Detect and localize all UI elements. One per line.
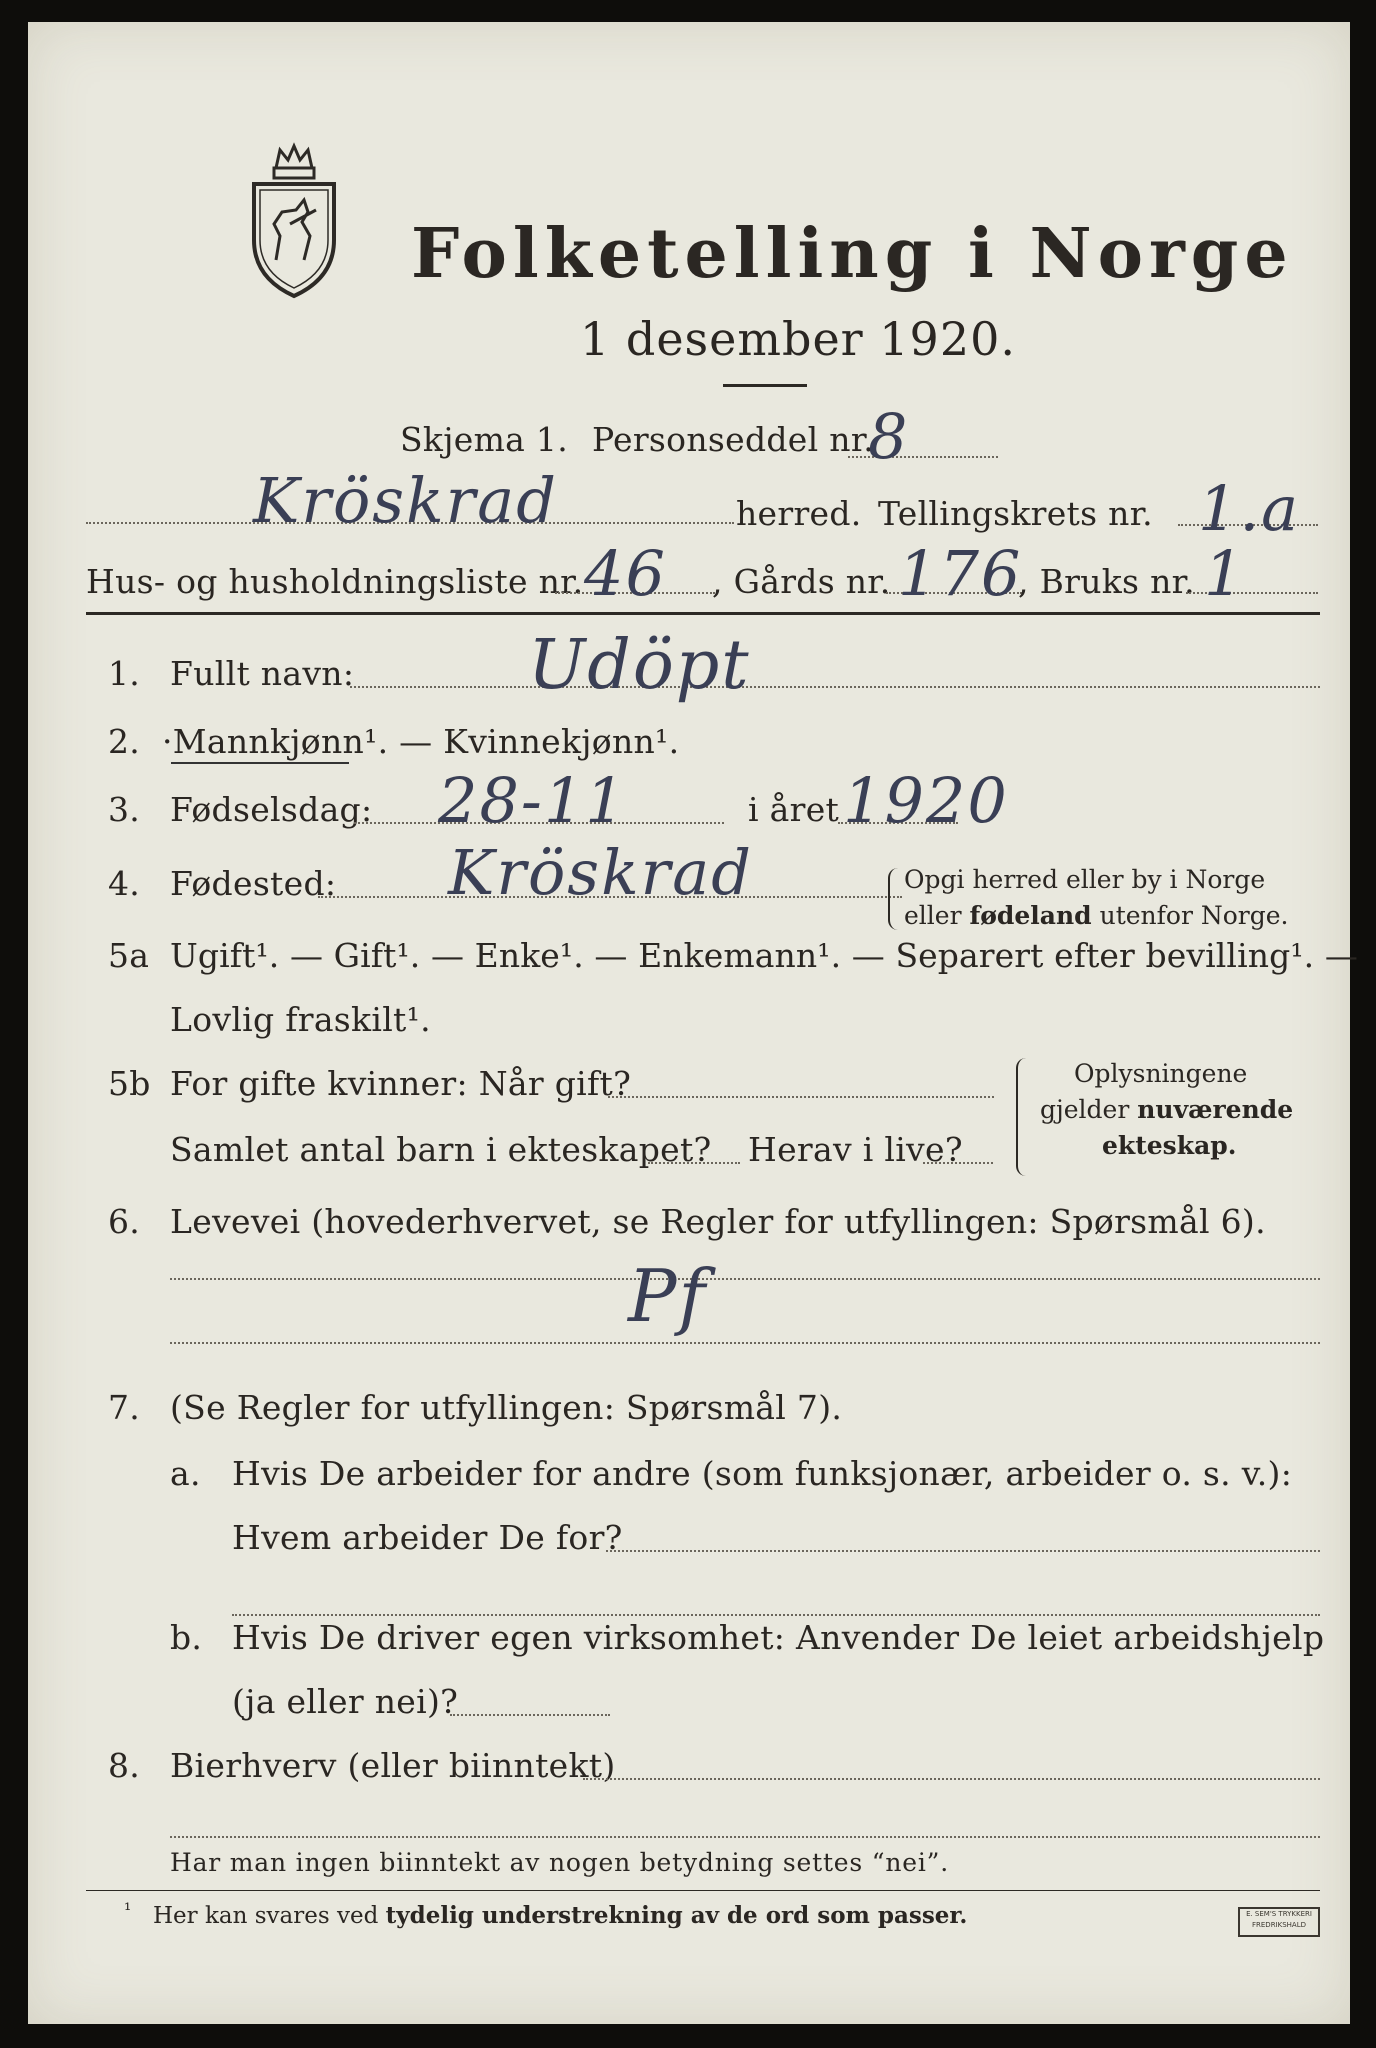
herred-value: Kröskrad	[253, 464, 558, 537]
q5a-number: 5a	[108, 936, 150, 975]
printer-stamp: E. SEM'S TRYKKERI FREDRIKSHALD	[1238, 1907, 1320, 1937]
q5b-line2a: Samlet antal barn i ekteskapet?	[170, 1130, 712, 1169]
q4-label: Fødested:	[170, 864, 337, 903]
q4-value: Kröskrad	[448, 836, 753, 909]
q5b-children-line	[648, 1162, 740, 1164]
q1-label: Fullt navn:	[170, 654, 355, 693]
q6-line1	[170, 1278, 1320, 1280]
q6-value: Pf	[628, 1254, 708, 1338]
q5b-line2b: Herav i live?	[748, 1130, 963, 1169]
q7a-extra-line	[232, 1614, 1320, 1616]
q3-year-value: 1920	[843, 764, 1009, 837]
title-divider	[723, 384, 807, 387]
q4-number: 4.	[108, 864, 141, 903]
q5b-alive-line	[923, 1162, 993, 1164]
q4-note-line1: Opgi herred eller by i Norge	[904, 865, 1266, 894]
q1-line	[350, 686, 1320, 688]
q3-label: Fødselsdag:	[170, 790, 373, 829]
bruks-label: , Bruks nr.	[1018, 562, 1195, 601]
q7b-answer-line	[450, 1714, 610, 1716]
gards-value: 176	[898, 537, 1023, 610]
q5b-line1: For gifte kvinner: Når gift?	[170, 1064, 632, 1103]
norwegian-coat-of-arms-icon	[246, 140, 342, 300]
q8-text: Bierhverv (eller biinntekt)	[170, 1746, 616, 1785]
q7b-line1: Hvis De driver egen virksomhet: Anvender De leiet arbeidshjelp	[232, 1618, 1325, 1657]
skjema-label: Skjema 1.	[400, 420, 569, 459]
q3-year-label: i året	[748, 790, 840, 829]
q5b-married-line	[608, 1096, 994, 1098]
q7a-line2: Hvem arbeider De for?	[232, 1518, 623, 1557]
q7a-letter: a.	[170, 1454, 201, 1493]
gards-label: , Gårds nr.	[712, 562, 891, 601]
tellingskrets-value: 1.a	[1198, 472, 1301, 545]
q8-line1	[583, 1778, 1320, 1780]
form-title: Folketelling i Norge	[411, 214, 1294, 294]
header-divider	[86, 612, 1320, 615]
footnote-divider	[86, 1890, 1320, 1891]
q7a-line1: Hvis De arbeider for andre (som funksjonær, arbeider o. s. v.):	[232, 1454, 1293, 1493]
q6-text: Levevei (hovederhvervet, se Regler for utfyllingen: Spørsmål 6).	[170, 1202, 1266, 1241]
q8-line2	[170, 1836, 1320, 1838]
personseddel-value: 8	[868, 400, 910, 473]
census-date: 1 desember 1920.	[580, 312, 1016, 366]
q5a-line2: Lovlig fraskilt¹.	[170, 1000, 431, 1039]
q2-number: 2.	[108, 722, 141, 761]
q2-text: ·Mannkjønn¹. — Kvinnekjønn¹.	[162, 722, 680, 761]
q7b-line2: (ja eller nei)?	[232, 1682, 459, 1721]
husliste-label: Hus- og husholdningsliste nr.	[86, 562, 584, 601]
q6-number: 6.	[108, 1202, 141, 1241]
personseddel-label: Personseddel nr.	[592, 420, 875, 459]
husliste-value: 46	[584, 537, 667, 610]
q3-date-value: 28-11	[438, 764, 627, 837]
q5b-note-line1: Oplysningene	[1074, 1059, 1248, 1088]
q7b-letter: b.	[170, 1618, 203, 1657]
q5b-note-brace	[1016, 1058, 1028, 1176]
q1-number: 1.	[108, 654, 141, 693]
q1-value: Udöpt	[528, 626, 751, 705]
q5b-note-line2: gjelder nuværende	[1040, 1095, 1294, 1124]
q8-note: Har man ingen biinntekt av nogen betydning settes “nei”.	[170, 1848, 949, 1877]
tellingskrets-label: Tellingskrets nr.	[878, 494, 1153, 533]
q7-number: 7.	[108, 1388, 141, 1427]
q4-note-line2: eller fødeland utenfor Norge.	[904, 901, 1289, 930]
q5b-note-line3: ekteskap.	[1102, 1131, 1237, 1160]
q5a-line1: Ugift¹. — Gift¹. — Enke¹. — Enkemann¹. — Separert efter bevilling¹. —	[170, 936, 1358, 975]
footnote-text: Her kan svares ved tydelig understrekning av de ord som passer.	[153, 1902, 968, 1929]
footnote-mark: ¹	[124, 1900, 132, 1921]
q2-underline	[171, 762, 349, 764]
census-form	[28, 22, 1358, 2024]
q4-note-brace	[888, 868, 898, 930]
q8-number: 8.	[108, 1746, 141, 1785]
q3-number: 3.	[108, 790, 141, 829]
bruks-value: 1	[1204, 537, 1246, 610]
q7-text: (Se Regler for utfyllingen: Spørsmål 7).	[170, 1388, 843, 1427]
herred-label: herred.	[736, 494, 862, 533]
q6-line2	[170, 1342, 1320, 1344]
q7a-employer-line	[606, 1550, 1320, 1552]
q5b-number: 5b	[108, 1064, 151, 1103]
